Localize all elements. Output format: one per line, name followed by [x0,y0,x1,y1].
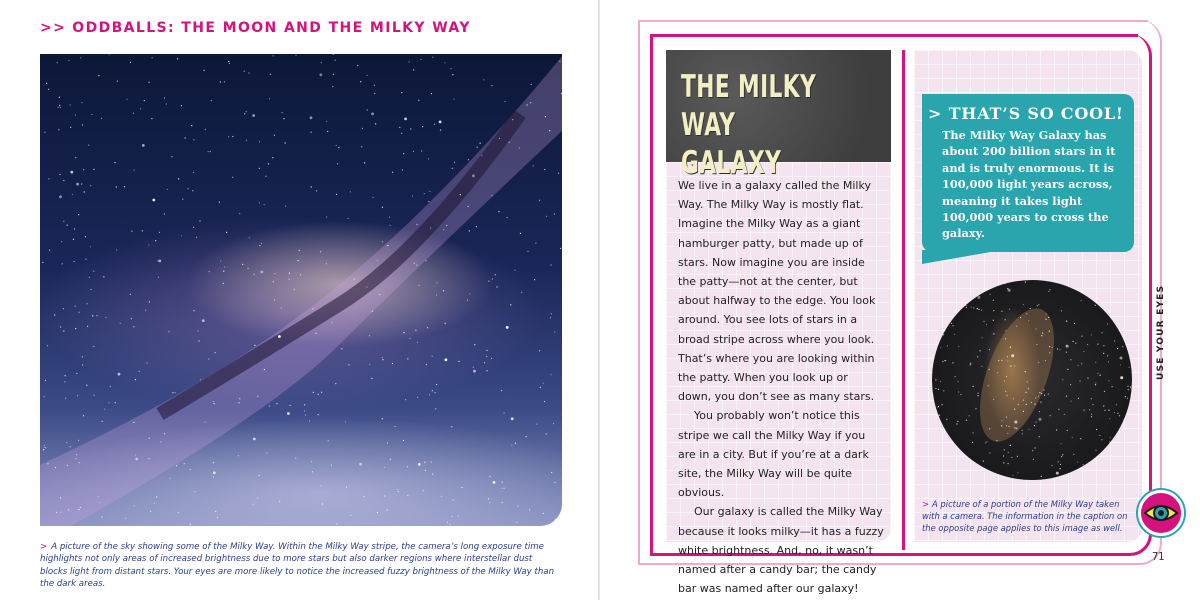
page-number: 71 [1152,550,1165,563]
caption-text: A picture of the sky showing some of the Milky Way. Within the Milky Way stripe, the camera’s long exposure time highlights not only areas of increased brightness due to more stars but also darker regions where interstellar dust blocks light from distant stars. Your eyes are more likely to notice the increased fuzzy brightness of the Milky Way than the dark areas. [40,542,555,590]
outer-frame-left [638,20,640,565]
eye-icon [1138,490,1184,536]
section-header [40,20,471,36]
sidebar-panel [914,50,1142,542]
article-body [678,176,884,598]
article-title: THE MILKY WAY GALAXY [681,69,817,181]
eye-icon-graphic [1141,493,1181,533]
disc-photo-caption [922,498,1138,535]
right-page [600,0,1200,600]
inner-frame-left [650,34,653,556]
photo-caption [40,541,560,591]
article-title-box [666,50,891,181]
caption-chevron-icon: > [40,542,48,552]
milky-way-sky-photo [40,54,562,526]
caption-text: A picture of a portion of the Milky Way taken with a camera. The information in the caption on the opposite page applies to this image as well. [922,499,1128,534]
section-title: ODDBALLS: THE MOON AND THE MILKY WAY [72,20,471,36]
inner-frame-top [650,34,1138,37]
article-paragraph: You probably won’t notice this stripe we call the Milky Way if you are in a city. But if you’re at a dark site, the Milky Way will be quite obvious. [678,409,869,500]
side-tab-label: USE YOUR EYES [1156,284,1166,380]
caption-chevron-icon: > [922,499,930,509]
outer-frame-top [638,20,1148,22]
callout-text: The Milky Way Galaxy has about 200 billion stars in it and is truly enormous. It is 100,000 light years across, meaning it takes light 100,000 years to cross the galaxy. [942,128,1116,241]
article-paragraph: We live in a galaxy called the Milky Way. The Milky Way is mostly flat. Imagine the Milky Way as a giant hamburger patty, but made up of stars. Now imagine you are inside the patty—not at the center, but about halfway to the edge. You look around. You see lots of stars in a broad stripe across where you look. That’s where you are looking within the patty. When you look up or down, you don’t see as many stars. [678,179,876,404]
disc-star-field [932,280,1132,480]
article-paragraph: Our galaxy is called the Milky Way because it looks milky—it has a fuzzy white brightness. And, no, it wasn’t named after a candy bar; the candy bar was named after our galaxy! [678,505,884,596]
callout-heading: > THAT’S SO COOL! [928,104,1124,123]
column-divider [902,50,905,550]
chevron-icon: >> [40,20,67,36]
article-panel [666,50,891,596]
star-field [40,54,562,526]
fact-callout [922,94,1134,252]
milky-way-disc-photo [932,280,1132,480]
callout-tail [922,250,1002,264]
